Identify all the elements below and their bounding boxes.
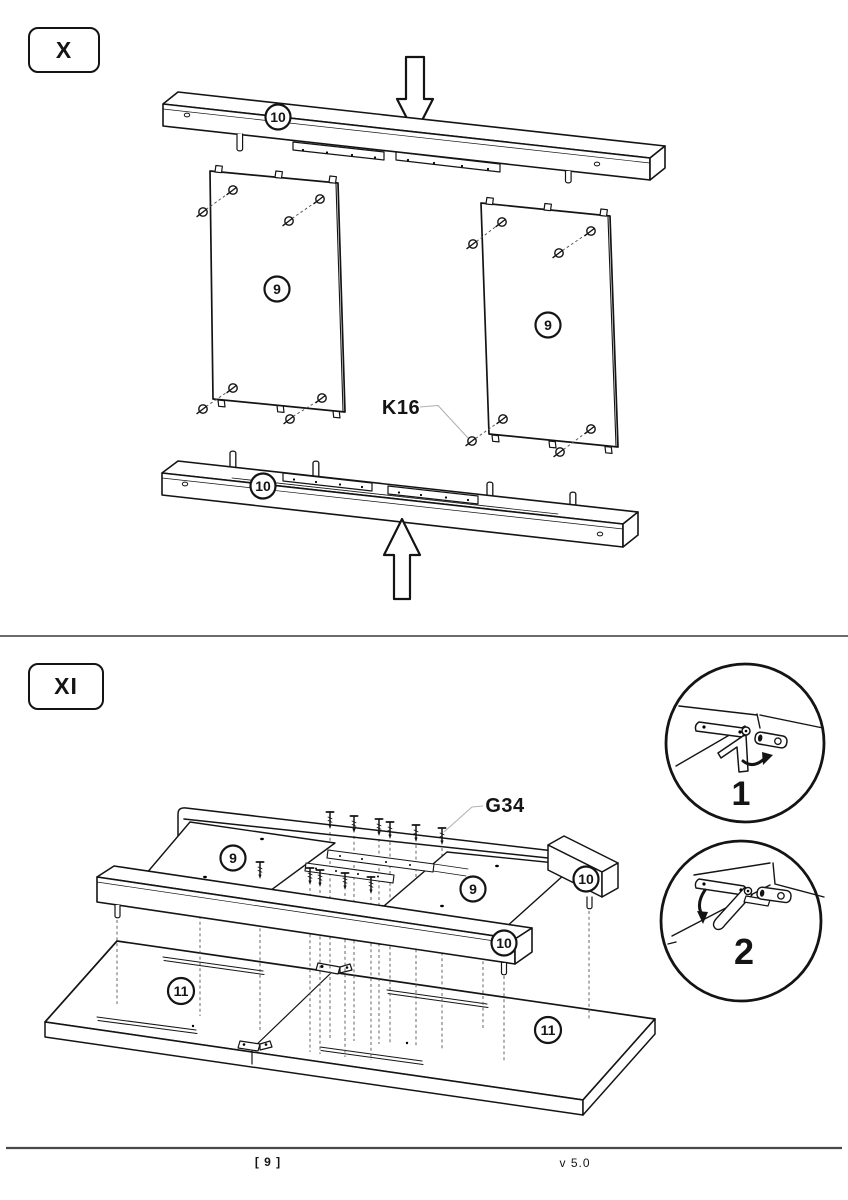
step-xi-section xyxy=(45,664,824,1115)
panel-tab xyxy=(492,435,499,442)
step-xi-badge: XI xyxy=(28,663,104,710)
svg-text:11: 11 xyxy=(173,982,189,999)
svg-text:1: 1 xyxy=(731,775,751,813)
svg-text:K16: K16 xyxy=(381,397,421,419)
panel-tab xyxy=(218,400,225,407)
panel-tab xyxy=(486,198,493,205)
part-label-xi-left-panel xyxy=(221,846,246,871)
screw-icon xyxy=(284,415,294,424)
part-label-right-panel xyxy=(536,313,561,338)
dowel-peg xyxy=(566,171,572,183)
svg-text:10: 10 xyxy=(578,870,594,887)
panel-tab xyxy=(600,209,607,216)
part-label-xi-right-panel xyxy=(461,877,486,902)
screw-icon xyxy=(438,828,445,845)
screw-icon xyxy=(326,812,333,829)
svg-text:10: 10 xyxy=(270,108,286,125)
panel-tab xyxy=(544,204,551,211)
dowel-peg xyxy=(502,963,507,975)
part-label-left-base xyxy=(168,978,194,1004)
panel-tab xyxy=(549,441,556,448)
panel-tab xyxy=(215,166,222,173)
svg-text:9: 9 xyxy=(273,280,281,297)
screw-icon xyxy=(197,208,207,217)
svg-text:10: 10 xyxy=(496,934,512,951)
svg-text:9: 9 xyxy=(229,849,237,866)
right-side-panel xyxy=(466,198,618,457)
panel-tab xyxy=(333,411,340,418)
panel-tab xyxy=(275,171,282,178)
screw-icon xyxy=(375,819,382,836)
left-side-panel xyxy=(197,166,345,424)
dowel-peg xyxy=(115,905,120,918)
svg-text:2: 2 xyxy=(733,931,755,972)
part-label-right-base xyxy=(535,1017,561,1043)
panel-tab xyxy=(329,176,336,183)
svg-text:10: 10 xyxy=(255,477,271,494)
part-label-left-panel xyxy=(265,277,290,302)
part-label-top-rail xyxy=(266,105,291,130)
panel-tab xyxy=(277,406,284,413)
screw-icon xyxy=(197,405,207,414)
dowel-peg xyxy=(587,897,592,909)
screw-icon xyxy=(554,448,564,457)
part-label-back-rail xyxy=(574,867,599,892)
detail-inset-1 xyxy=(666,664,824,822)
step-x-section xyxy=(162,57,665,599)
svg-text:9: 9 xyxy=(544,316,552,333)
screw-icon xyxy=(412,825,419,842)
back-rail-end xyxy=(548,836,618,909)
svg-text:G34: G34 xyxy=(485,795,525,817)
screw-icon xyxy=(350,816,357,833)
version-label: v 5.0 xyxy=(559,1156,591,1170)
step-x-badge: X xyxy=(28,27,100,73)
screw-icon xyxy=(467,240,477,249)
up-arrow-icon xyxy=(384,519,420,599)
svg-text:9: 9 xyxy=(469,880,477,897)
panel-tab xyxy=(605,447,612,454)
screw-icon xyxy=(386,822,393,839)
dowel-peg xyxy=(237,134,243,151)
k16-callout xyxy=(382,397,468,438)
g34-callout xyxy=(444,795,525,832)
part-label-front-rail xyxy=(492,931,517,956)
svg-text:11: 11 xyxy=(540,1021,556,1038)
page-number: [ 9 ] xyxy=(254,1155,282,1169)
detail-inset-2 xyxy=(661,841,824,1001)
base-panels xyxy=(45,941,655,1115)
part-label-bottom-rail xyxy=(251,474,276,499)
